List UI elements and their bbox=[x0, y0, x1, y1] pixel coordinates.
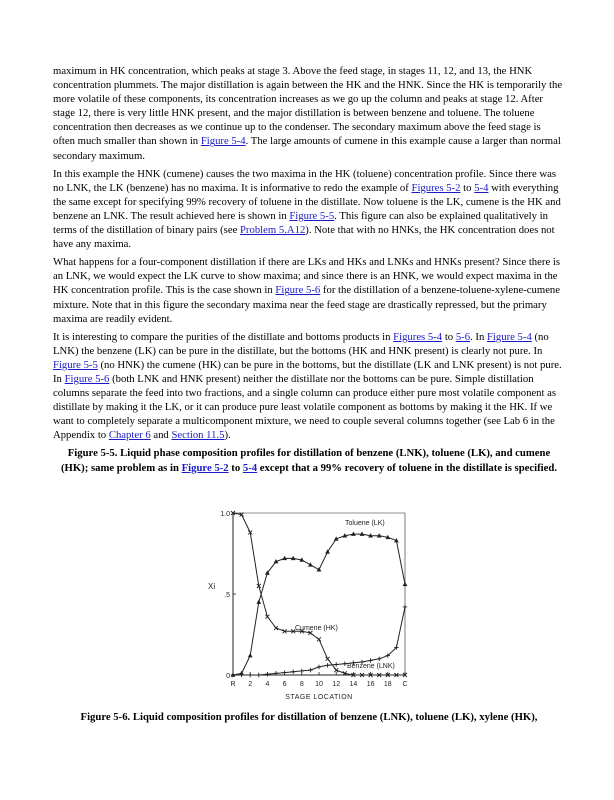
data-point bbox=[317, 637, 321, 641]
data-point bbox=[300, 669, 304, 673]
data-point bbox=[256, 600, 261, 604]
series-label: Cumene (HK) bbox=[295, 625, 338, 632]
text-run: and bbox=[150, 429, 172, 442]
text-run: ). bbox=[224, 429, 231, 442]
cross-reference-link[interactable]: Figure 5-6 bbox=[64, 372, 110, 385]
x-tick-label: 10 bbox=[315, 681, 323, 688]
cross-reference-link[interactable]: 5-6 bbox=[455, 330, 471, 343]
data-point bbox=[291, 670, 295, 674]
cross-reference-link[interactable]: Figures 5-2 bbox=[411, 181, 461, 194]
data-point bbox=[308, 668, 312, 672]
document-body bbox=[53, 64, 565, 475]
data-point bbox=[308, 562, 313, 566]
cross-reference-link[interactable]: 5-4 bbox=[242, 461, 258, 474]
text-run: . The large amounts of cumene in this example cause a larger than normal secondary maximum. bbox=[53, 135, 561, 162]
cross-reference-link[interactable]: Figure 5-4 bbox=[486, 330, 532, 343]
cross-reference-link[interactable]: Figure 5-5 bbox=[289, 209, 335, 222]
x-axis-label: STAGE LOCATION bbox=[285, 694, 353, 701]
x-tick-label: 16 bbox=[366, 681, 375, 688]
cross-reference-link[interactable]: Problem 5.A12 bbox=[239, 224, 306, 237]
paragraph bbox=[53, 330, 565, 443]
paragraph bbox=[53, 167, 565, 252]
data-point bbox=[317, 665, 321, 669]
chart-svg bbox=[205, 505, 427, 709]
series-line bbox=[233, 534, 405, 675]
text-run: maximum in HK concentration, which peaks at stage 3. Above the feed stage, in stages 11, 12, and 13, the HNK concentration plummets. The major distillation is again between the HK and the HNK. Since the HK is temporarily the more volatile of these components, its concentration increases as we go up the column and peaks at stage 12. After stage 12, there is very little HNK present, and the major distillation is between benzene and toluene. The toluene concentration then decreases as we continue up to the condenser. The secondary maximum above the feed stage is often much smaller than shown in bbox=[53, 65, 563, 148]
paragraph bbox=[53, 64, 565, 163]
data-point bbox=[265, 672, 269, 676]
figure-5-5-caption bbox=[53, 446, 565, 474]
text-run: In this example the HNK (cumene) causes the two maxima in the HK (toluene) concentration profile. Since there was no LNK, the LK (benzene) has no maxima. It is informative to redo the example of bbox=[53, 167, 557, 194]
x-tick-label: C bbox=[402, 681, 408, 688]
x-tick-label: 6 bbox=[282, 681, 287, 688]
data-point bbox=[326, 657, 330, 661]
text-run: except that a 99% recovery of toluene in the distillate is specified. bbox=[257, 461, 558, 474]
text-run: . This figure can also be explained qualitatively in terms of the distillation of binary pairs (see bbox=[53, 209, 548, 237]
cross-reference-link[interactable]: Section 11.5 bbox=[171, 429, 225, 442]
cross-reference-link[interactable]: 5-4 bbox=[474, 181, 489, 194]
data-point bbox=[248, 673, 252, 677]
series-label: Toluene (LK) bbox=[345, 520, 385, 527]
text-run: What happens for a four-component distillation if there are LKs and HKs and LNKs and HNKs present? Since there is an LNK, we would expect the LK curve to show maxima; and since there is an HNK, we would expect maxima in the HK concentration profile. This is the case shown in bbox=[53, 256, 560, 297]
figure-5-6-caption: Figure 5-6. Liquid composition profiles for distillation of benzene (LNK), toluene (LK), xylene (HK), bbox=[80, 711, 538, 723]
data-point bbox=[248, 653, 253, 657]
text-run: . In bbox=[470, 330, 487, 343]
data-point bbox=[403, 582, 408, 586]
cross-reference-link[interactable]: Figures 5-4 bbox=[393, 330, 443, 343]
x-tick-label: 8 bbox=[299, 681, 304, 688]
data-point bbox=[403, 605, 407, 609]
data-point bbox=[368, 658, 372, 662]
data-point bbox=[325, 663, 329, 667]
series-label: Benzene (LNK) bbox=[347, 663, 395, 670]
text-run: to bbox=[460, 181, 475, 194]
x-tick-label: 12 bbox=[332, 681, 341, 688]
text-run: to bbox=[228, 461, 243, 474]
text-run: with everything the same except for specifying 99% recovery of toluene in the distillate. Now toluene is the LK, cumene is the HK and benzene an LNK. The result achieved here is shown in bbox=[53, 181, 561, 222]
cross-reference-link[interactable]: Figure 5-2 bbox=[181, 461, 229, 474]
cross-reference-link[interactable]: Figure 5-5 bbox=[53, 358, 98, 371]
figure-5-6-caption-wrapper bbox=[53, 710, 565, 724]
cross-reference-link[interactable]: Chapter 6 bbox=[108, 429, 151, 442]
data-point bbox=[377, 657, 381, 661]
data-point bbox=[257, 673, 261, 677]
x-tick-label: 2 bbox=[248, 681, 253, 688]
text-run: (no LNK) the benzene (LK) can be pure in the distillate, but the bottoms (HK and HNK present) is clearly not pure. In bbox=[53, 330, 549, 357]
cross-reference-link[interactable]: Figure 5-4 bbox=[200, 135, 246, 148]
text-run: (both LNK and HNK present) neither the distillate nor the bottoms can be pure. Simple distillation columns separate the feed into two fractions, and a single column can produce either pure most volatile component as distillate by making it the LK, or it can produce pure least volatile component as bottoms by making it the HK. If we want to completely separate a multicomponent mixture, we need to couple several columns together (see Lab 6 in the Appendix to bbox=[53, 372, 557, 442]
x-tick-label: 14 bbox=[349, 681, 358, 688]
text-run: for the distillation of a benzene-toluene-xylene-cumene mixture. Note that in this figure the secondary maxima near the feed stage are drastically repressed, but the primary maxima are readily evident. bbox=[53, 284, 561, 325]
y-axis-label: Xi bbox=[208, 582, 216, 591]
text-run: It is interesting to compare the purities of the distillate and bottoms products in bbox=[53, 330, 394, 343]
text-run: to bbox=[442, 330, 456, 343]
x-tick-label: R bbox=[230, 681, 236, 688]
y-tick-label: 1.0 bbox=[220, 511, 230, 518]
x-tick-label: 4 bbox=[265, 681, 270, 688]
figure-5-5-chart bbox=[205, 505, 427, 709]
text-run: ). Note that with no HNKs, the HK concentration does not have any maxima. bbox=[53, 224, 555, 251]
text-run: Figure 5-5. Liquid phase composition profiles for distillation of benzene (LNK), toluene (LK), and cumene (HK); same problem as in bbox=[60, 447, 551, 474]
y-tick-label: .5 bbox=[224, 592, 230, 599]
text-run: (no HNK) the cumene (HK) can be pure in the bottoms, but the distillate (LK and LNK present) is not pure. In bbox=[53, 358, 562, 385]
x-tick-label: 18 bbox=[383, 681, 392, 688]
y-tick-label: 0 bbox=[226, 673, 230, 680]
data-point bbox=[334, 662, 338, 666]
paragraph bbox=[53, 255, 565, 325]
paragraphs bbox=[53, 64, 565, 442]
data-point bbox=[282, 670, 286, 674]
cross-reference-link[interactable]: Figure 5-6 bbox=[275, 284, 321, 297]
